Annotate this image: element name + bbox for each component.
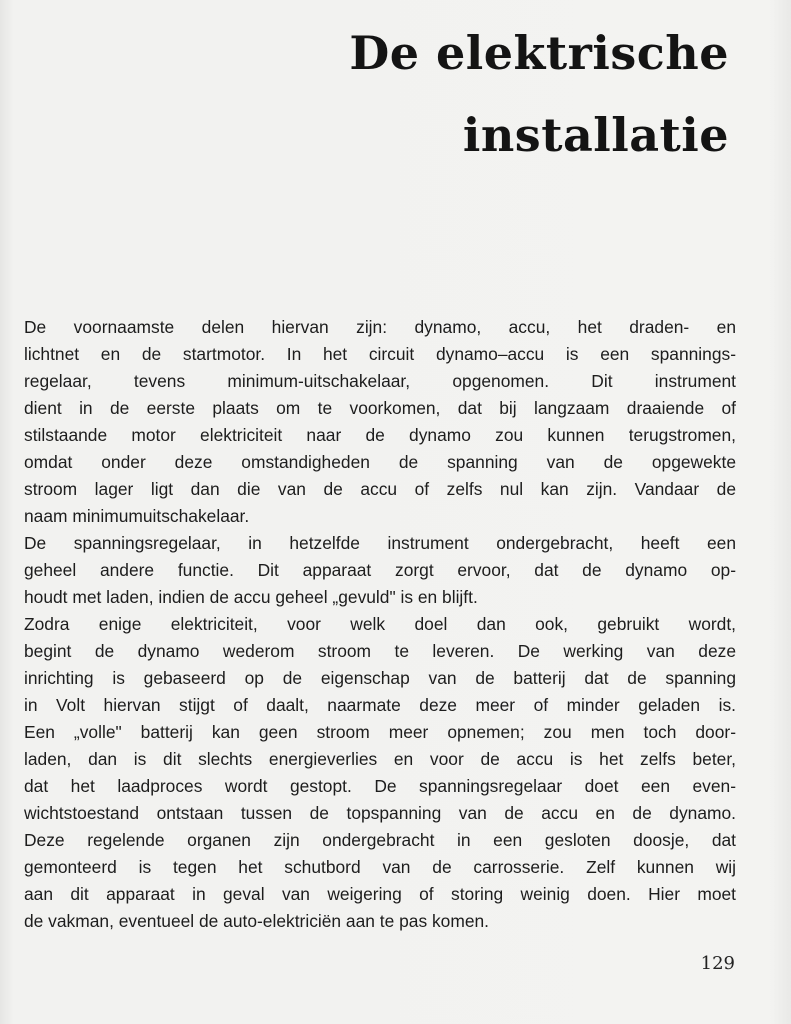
text-line: stroom lager ligt dan die van de accu of zelfs nul kan zijn. Vandaar de [24,479,736,499]
body-text [24,314,736,935]
text-line: wichtstoestand ontstaan tussen de topspanning van de accu en de dynamo. [24,803,736,823]
text-line: houdt met laden, indien de accu geheel „gevuld" is en blijft. [24,587,478,607]
text-line: De voornaamste delen hiervan zijn: dynamo, accu, het draden- en [24,317,736,337]
text-line: laden, dan is dit slechts energieverlies en voor de accu is het zelfs beter, [24,749,736,769]
page-number: 129 [700,953,735,974]
text-line: Een „volle" batterij kan geen stroom meer opnemen; zou men toch door- [24,722,736,742]
text-line: gemonteerd is tegen het schutbord van de carrosserie. Zelf kunnen wij [24,857,736,877]
text-line: inrichting is gebaseerd op de eigenschap van de batterij dat de spanning [24,668,736,688]
text-line: stilstaande motor elektriciteit naar de dynamo zou kunnen terugstromen, [24,425,736,445]
text-line: Deze regelende organen zijn ondergebracht in een gesloten doosje, dat [24,830,736,850]
title-line-1: De elektrische [349,26,729,80]
text-line: De spanningsregelaar, in hetzelfde instrument ondergebracht, heeft een [24,533,736,553]
text-line: dat het laadproces wordt gestopt. De spanningsregelaar doet een even- [24,776,736,796]
text-line: aan dit apparaat in geval van weigering of storing weinig doen. Hier moet [24,884,736,904]
text-line: begint de dynamo wederom stroom te leveren. De werking van deze [24,641,736,661]
text-line: geheel andere functie. Dit apparaat zorgt ervoor, dat de dynamo op- [24,560,736,580]
page-title [349,12,729,176]
text-line: in Volt hiervan stijgt of daalt, naarmate deze meer of minder geladen is. [24,695,736,715]
text-line: naam minimumuitschakelaar. [24,506,250,526]
text-line: Zodra enige elektriciteit, voor welk doel dan ook, gebruikt wordt, [24,614,736,634]
title-line-2: installatie [462,108,729,162]
text-line: de vakman, eventueel de auto-elektriciën aan te pas komen. [24,911,490,931]
text-line: omdat onder deze omstandigheden de spanning van de opgewekte [24,452,736,472]
text-line: lichtnet en de startmotor. In het circuit dynamo–accu is een spannings- [24,344,736,364]
text-line: dient in de eerste plaats om te voorkomen, dat bij langzaam draaiende of [24,398,736,418]
text-line: regelaar, tevens minimum-uitschakelaar, opgenomen. Dit instrument [24,371,736,391]
